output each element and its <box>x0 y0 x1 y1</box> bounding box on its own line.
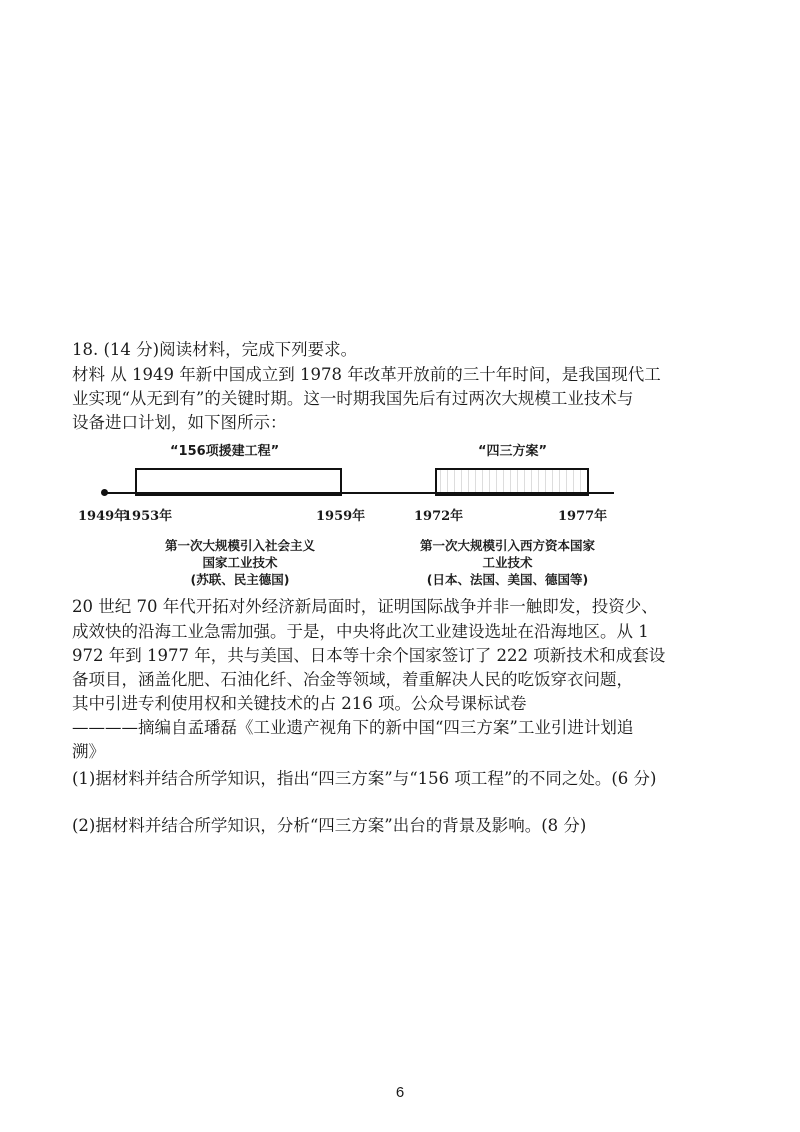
project1-desc-line-3: (苏联、民主德国) <box>190 572 290 587</box>
material-line-1: 材料 从 1949 年新中国成立到 1978 年改革开放前的三十年时间，是我国现代工 <box>72 365 661 384</box>
project1-description <box>135 537 345 588</box>
year-1959: 1959年 <box>316 509 366 524</box>
project2-title: “四三方案” <box>478 444 548 459</box>
sub-question-1: (1)据材料并结合所学知识，指出“四三方案”与“156 项工程”的不同之处。(6 分) <box>72 769 657 788</box>
project1-title: “156项援建工程” <box>170 444 280 459</box>
timeline-start-dot <box>101 489 108 496</box>
source-citation-line-2: 溯》 <box>72 742 105 761</box>
material-line-2: 业实现“从无到有”的关键时期。这一时期我国先后有过两次大规模工业技术与 <box>72 389 634 408</box>
material-after-line-3: 972 年到 1977 年，共与美国、日本等十余个国家签订了 222 项新技术和成套设 <box>72 646 666 665</box>
project2-desc-line-2: 工业技术 <box>482 555 533 570</box>
material-after-line-1: 20 世纪 70 年代开拓对外经济新局面时，证明国际战争并非一触即发，投资少、 <box>72 597 658 616</box>
year-1953: 1953年 <box>123 509 173 524</box>
project1-desc-line-2: 国家工业技术 <box>202 555 278 570</box>
year-1949: 1949年 <box>78 509 128 524</box>
timeline-axis <box>104 492 614 494</box>
sub-question-2: (2)据材料并结合所学知识，分析“四三方案”出台的背景及影响。(8 分) <box>72 816 587 835</box>
project2-desc-line-3: (日本、法国、美国、德国等) <box>426 572 589 587</box>
page-number: 6 <box>395 1084 405 1101</box>
year-1977: 1977年 <box>558 509 608 524</box>
material-after-line-2: 成效快的沿海工业急需加强。于是，中央将此次工业建设选址在沿海地区。从 1 <box>72 622 649 641</box>
question-header: 18. (14 分)阅读材料，完成下列要求。 <box>72 340 358 359</box>
material-after-line-4: 备项目，涵盖化肥、石油化纤、冶金等领域，着重解决人民的吃饭穿衣问题， <box>72 670 633 689</box>
project2-description <box>400 537 615 588</box>
source-citation-line-1: ————摘编自孟璠磊《工业遗产视角下的新中国“四三方案”工业引进计划追 <box>72 718 634 737</box>
material-line-3: 设备进口计划，如下图所示： <box>72 413 287 432</box>
year-1972: 1972年 <box>414 509 464 524</box>
project2-desc-line-1: 第一次大规模引入西方资本国家 <box>419 538 595 553</box>
material-after-line-5: 其中引进专利使用权和关键技术的占 216 项。公众号课标试卷 <box>72 694 527 713</box>
project1-desc-line-1: 第一次大规模引入社会主义 <box>164 538 315 553</box>
